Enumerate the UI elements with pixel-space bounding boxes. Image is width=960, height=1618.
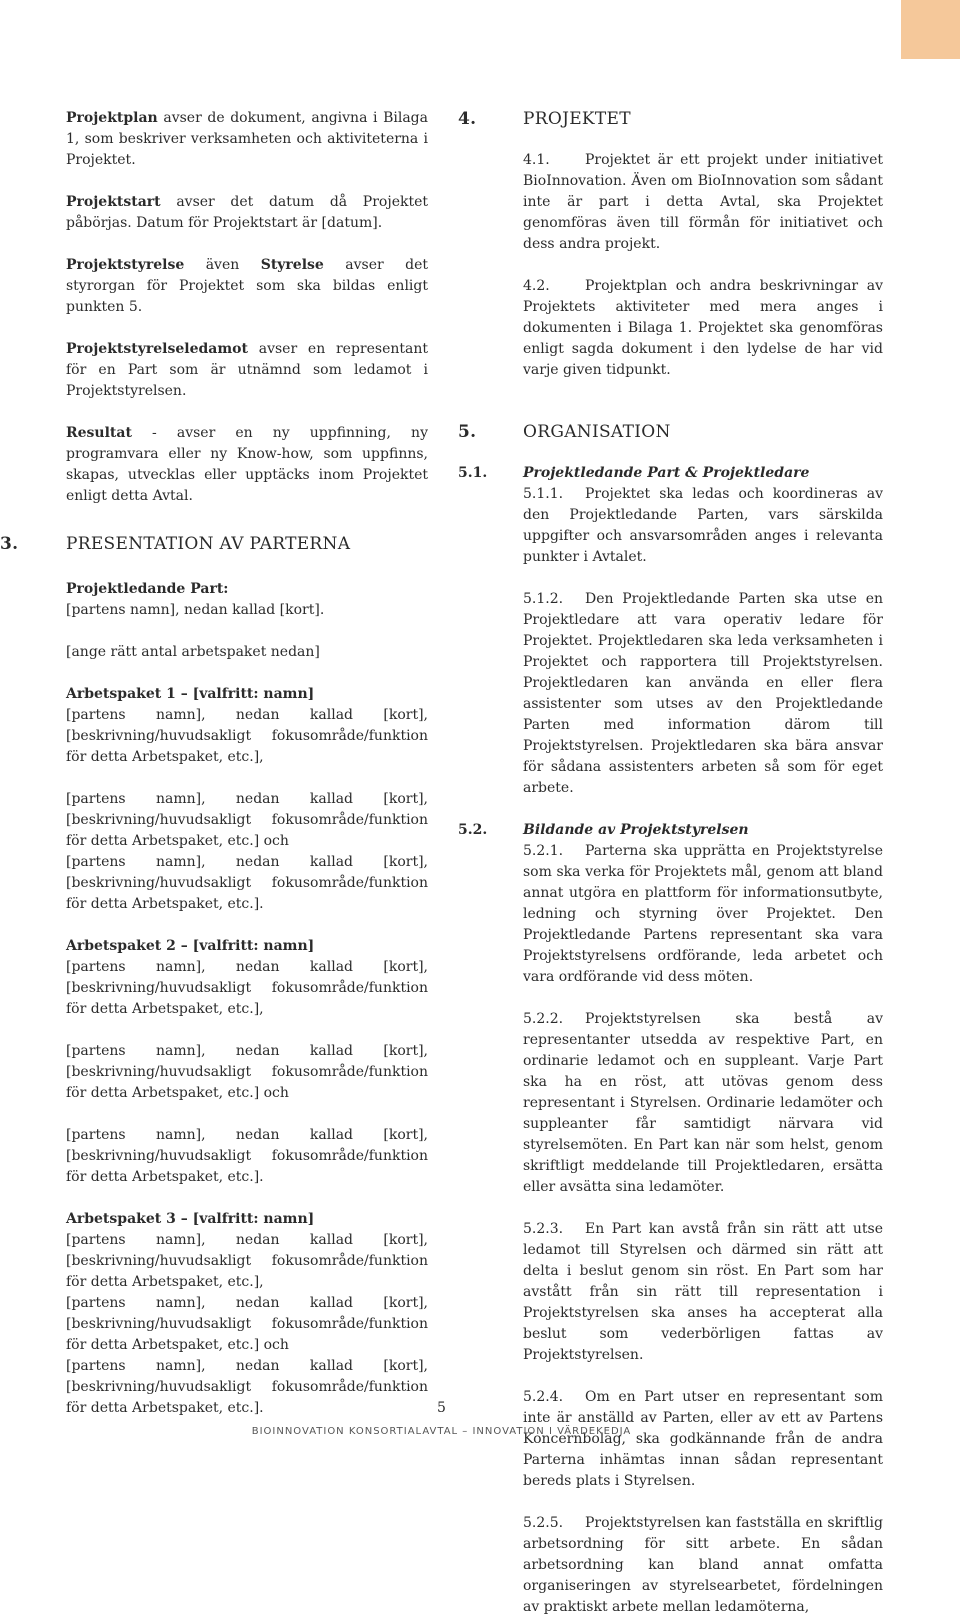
work-package-3-title: Arbetspaket 3 – [valfritt: namn] xyxy=(66,1211,315,1227)
clause-text: Den Projektledande Parten ska utse en Projektledare att vara operativ ledare för Projektet. Projektledaren ska leda verksamheten i Projektet och rapportera till Projektstyrelsen. Projektledaren kan använda en eller flera assistenter som utses av den Projektledande Parten med information därom till Projektstyrelsen. Projektledaren ska bära ansvar för sådana assistenters arbeten så som för eget arbete. xyxy=(523,591,883,796)
work-package-3-party: [partens namn], nedan kallad [kort], [beskrivning/huvudsakligt fokusområde/funktion för detta Arbetspaket, etc.], xyxy=(66,1232,428,1290)
term: Projektplan xyxy=(66,110,158,126)
lead-party-label: Projektledande Part: xyxy=(66,581,229,597)
work-package-2-party: [partens namn], nedan kallad [kort], [beskrivning/huvudsakligt fokusområde/funktion för detta Arbetspaket, etc.] och xyxy=(66,1043,428,1101)
right-column xyxy=(458,108,883,1618)
definition-text: avser det styrorgan för Projektet som ska bildas enligt punkten 5. xyxy=(66,257,428,315)
section-title: PRESENTATION AV PARTERNA xyxy=(66,534,351,554)
footer-document-title: BIOINNOVATION KONSORTIALAVTAL – INNOVATION I VÄRDEKEDJA xyxy=(251,1426,632,1437)
clause-number: 4.1. xyxy=(523,152,550,168)
term: Projektstyrelseledamot xyxy=(66,341,248,357)
subsection-title: Bildande av Projektstyrelsen xyxy=(523,822,749,838)
clause-text: Projektplan och andra beskrivningar av Projektets aktiviteter med mera anges i dokumenten i Bilaga 1. Projektet ska genomföras enligt sagda dokument i den lydelse de har vid varje given tidpunkt. xyxy=(523,278,883,378)
lead-party-text: [partens namn], nedan kallad [kort]. xyxy=(66,602,325,618)
subsection-title: Projektledande Part & Projektledare xyxy=(523,465,810,481)
definition-projektstyrelse xyxy=(66,255,428,318)
work-package-2-title: Arbetspaket 2 – [valfritt: namn] xyxy=(66,938,315,954)
subsection-number: 5.1. xyxy=(458,465,488,481)
clause-5-2-3 xyxy=(458,1219,883,1366)
clause-text: En Part kan avstå från sin rätt att utse ledamot till Styrelsen och därmed sin rätt att delta i beslut genom sin röst. En Part som har avstått från sin rätt till representation i Projektstyrelsen ska anses ha accepterat alla beslut som vederbörligen fattas av Projektstyrelsen. xyxy=(523,1221,883,1363)
definition-text: - avser en ny uppfinning, ny programvara eller ny Know-how, som uppfinns, skapas, utvecklas eller upptäcks inom Projektet enligt detta Avtal. xyxy=(66,425,428,504)
work-package-1-title: Arbetspaket 1 – [valfritt: namn] xyxy=(66,686,315,702)
section-number: 4. xyxy=(458,109,477,129)
clause-text: Projektet ska ledas och koordineras av den Projektledande Parten, vars särskilda uppgifter och ansvarsområden anges i relevanta punkter i Avtalet. xyxy=(523,486,883,565)
definition-projektstart xyxy=(66,192,428,234)
clause-text: Projektstyrelsen ska bestå av representanter utsedda av respektive Part, en ordinarie ledamot och en suppleant. Varje Part ska ha en röst, att utövas genom dess representant i Styrelsen. Ordinarie ledamöter och suppleanter får samtidigt närvara vid styrelsemöten. En Part kan när som helst, genom skriftligt meddelande till Projektledaren, ersätta eller avsätta sina ledamöter. xyxy=(523,1011,883,1195)
work-package-1-party: [partens namn], nedan kallad [kort], [beskrivning/huvudsakligt fokusområde/funktion för detta Arbetspaket, etc.]. xyxy=(66,854,428,912)
definition-resultat xyxy=(66,423,428,507)
clause-number: 5.1.1. xyxy=(523,486,564,502)
clause-5-2-2 xyxy=(458,1009,883,1198)
left-column xyxy=(0,108,428,1419)
subsection-5-2-heading xyxy=(458,820,883,841)
clause-number: 5.2.3. xyxy=(523,1221,564,1237)
work-package-3-party: [partens namn], nedan kallad [kort], [beskrivning/huvudsakligt fokusområde/funktion för detta Arbetspaket, etc.]. xyxy=(66,1358,428,1416)
clause-number: 4.2. xyxy=(523,278,550,294)
page-number: 5 xyxy=(437,1400,446,1416)
clause-5-2-1 xyxy=(458,841,883,988)
clause-number: 5.2.2. xyxy=(523,1011,564,1027)
clause-number: 5.2.5. xyxy=(523,1515,564,1531)
section-3-heading xyxy=(0,533,428,555)
clause-5-1-2 xyxy=(458,589,883,799)
definition-text: även xyxy=(184,257,261,273)
clause-number: 5.2.1. xyxy=(523,843,564,859)
clause-4-1 xyxy=(458,150,883,255)
section-number: 5. xyxy=(458,422,477,442)
term: Projektstyrelse xyxy=(66,257,185,273)
section-4-heading xyxy=(458,108,883,130)
definition-text: avser det datum då Projektet påbörjas. Datum för Projektstart är [datum]. xyxy=(66,194,428,231)
section-title: ORGANISATION xyxy=(523,422,671,442)
term: Resultat xyxy=(66,425,132,441)
definition-text: avser en representant för en Part som är utnämnd som ledamot i Projektstyrelsen. xyxy=(66,341,428,399)
clause-number: 5.1.2. xyxy=(523,591,564,607)
subsection-number: 5.2. xyxy=(458,822,488,838)
clause-5-1-1 xyxy=(458,484,883,568)
clause-number: 5.2.4. xyxy=(523,1389,564,1405)
clause-text: Projektstyrelsen kan fastställa en skriftlig arbetsordning för sitt arbete. En sådan arbetsordning kan bland annat omfatta organiseringen av styrelsearbetet, fördelningen av praktiskt arbete mellan ledamöterna, xyxy=(523,1515,883,1615)
clause-text: Om en Part utser en representant som inte är anställd av Parten, eller av ett av Partens Koncernbolag, ska godkännande från de andra Parterna inhämtas innan sådan representant bereds plats i Styrelsen. xyxy=(523,1389,883,1489)
work-package-2-party: [partens namn], nedan kallad [kort], [beskrivning/huvudsakligt fokusområde/funktion för detta Arbetspaket, etc.], xyxy=(66,959,428,1017)
clause-text: Projektet är ett projekt under initiativet BioInnovation. Även om BioInnovation som sådant inte är part i detta Avtal, ska Projektet genomföras även till förmån för initiativet och dess andra projekt. xyxy=(523,152,883,252)
term: Styrelse xyxy=(260,257,324,273)
definition-projektstyrelseledamot xyxy=(66,339,428,402)
work-package-3-party: [partens namn], nedan kallad [kort], [beskrivning/huvudsakligt fokusområde/funktion för detta Arbetspaket, etc.] och xyxy=(66,1295,428,1353)
section-number: 3. xyxy=(0,534,19,554)
work-package-1-party: [partens namn], nedan kallad [kort], [beskrivning/huvudsakligt fokusområde/funktion för detta Arbetspaket, etc.], xyxy=(66,707,428,765)
clause-5-2-5 xyxy=(458,1513,883,1618)
term: Projektstart xyxy=(66,194,161,210)
section-title: PROJEKTET xyxy=(523,109,631,129)
subsection-5-1-heading xyxy=(458,463,883,484)
work-package-2-party: [partens namn], nedan kallad [kort], [beskrivning/huvudsakligt fokusområde/funktion för detta Arbetspaket, etc.]. xyxy=(66,1127,428,1185)
clause-4-2 xyxy=(458,276,883,381)
section-5-heading xyxy=(458,421,883,443)
work-package-1-party: [partens namn], nedan kallad [kort], [beskrivning/huvudsakligt fokusområde/funktion för detta Arbetspaket, etc.] och xyxy=(66,791,428,849)
definition-text: avser de dokument, angivna i Bilaga 1, som beskriver verksamheten och aktiviteterna i Projektet. xyxy=(66,110,428,168)
corner-accent-block xyxy=(901,0,960,59)
clause-text: Parterna ska upprätta en Projektstyrelse som ska verka för Projektets mål, genom att bland annat utgöra en plattform för informationsutbyte, ledning och styrning över Projektet. Den Projektledande Partens representant ska vara Projektstyrelsens ordförande, leda arbetet och vara ordförande vid dess möten. xyxy=(523,843,883,985)
definition-projektplan xyxy=(66,108,428,171)
instruction-note: [ange rätt antal arbetspaket nedan] xyxy=(66,644,320,660)
